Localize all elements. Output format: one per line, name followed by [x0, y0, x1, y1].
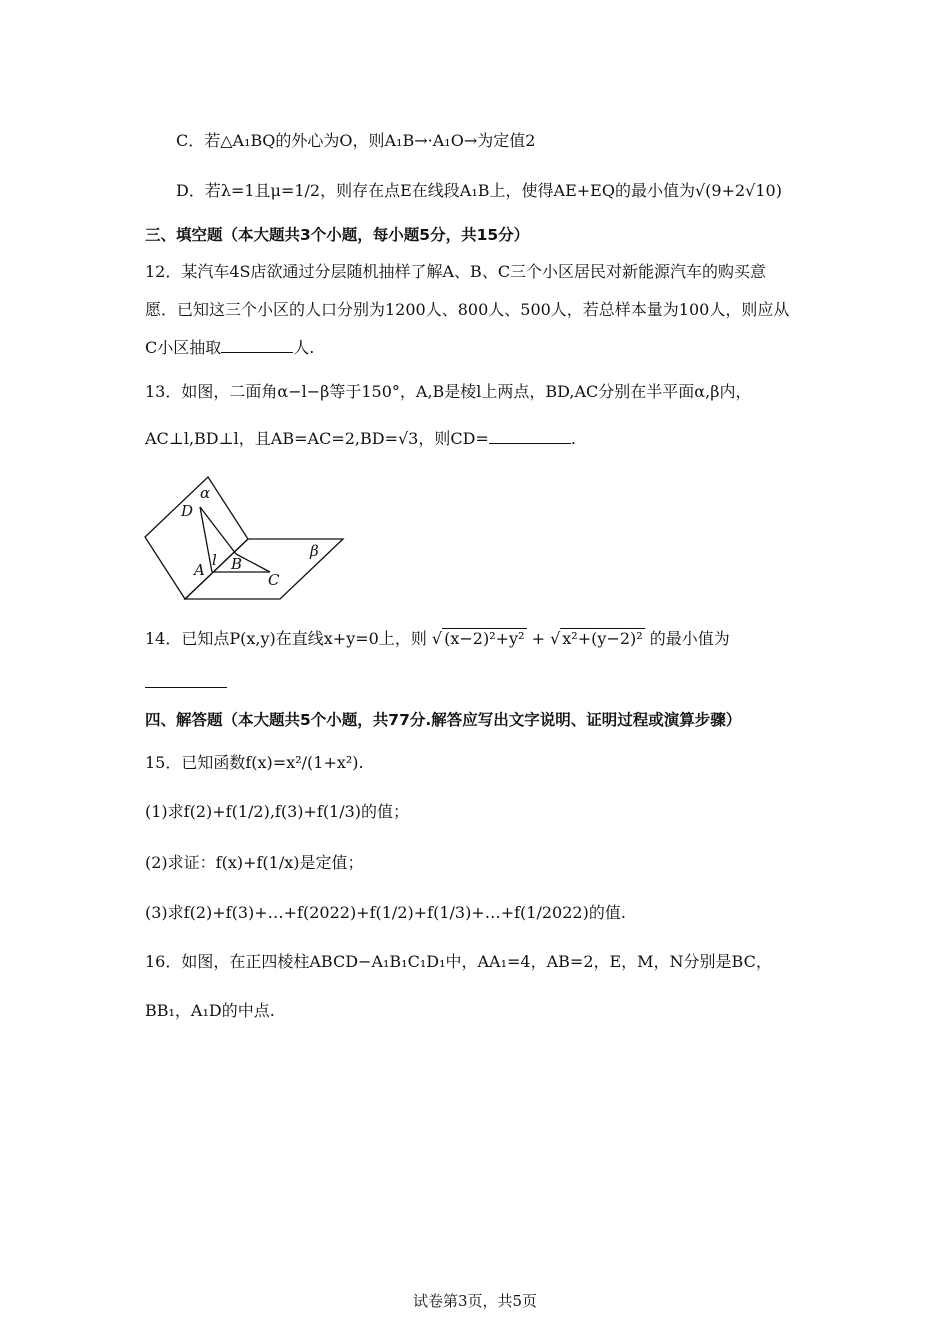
q12-line3-end: 人.: [293, 338, 315, 357]
page-footer: 试卷第3页，共5页: [412, 1292, 538, 1310]
q13-line2-end: .: [570, 429, 576, 448]
q14-answer-blank[interactable]: [145, 687, 227, 688]
plane-alpha: [145, 477, 248, 599]
q14-text-pre: 14．已知点P(x,y)在直线x+y=0上，则: [145, 629, 427, 648]
q14-expression: √ (x−2)²+y² + √ x²+(y−2)²: [431, 629, 643, 648]
q16-line2: BB₁，A₁D的中点.: [145, 1001, 275, 1020]
label-l: l: [212, 551, 217, 569]
q14-line1: [145, 628, 730, 650]
label-c: C: [268, 571, 280, 589]
q13-line1: 13．如图，二面角α−l−β等于150°，A,B是棱l上两点，BD,AC分别在半平面α,β内，: [145, 382, 752, 401]
label-beta: β: [310, 542, 319, 560]
option-d: D．若λ=1且μ=1/2，则存在点E在线段A₁B上，使得AE+EQ的最小值为√(9+2√10): [176, 181, 782, 200]
q13-line2: [145, 428, 576, 450]
q16-line1: 16．如图，在正四棱柱ABCD−A₁B₁C₁D₁中，AA₁=4，AB=2，E，M，N分别是BC，: [145, 952, 772, 971]
segment-bd: [200, 507, 236, 554]
q12-line2: 愿．已知这三个小区的人口分别为1200人、800人、500人，若总样本量为100人，则应从: [145, 300, 790, 319]
q14-blank-line: [145, 672, 227, 694]
q12-answer-blank[interactable]: [221, 352, 293, 353]
section-fill-heading: 三、填空题（本大题共3个小题，每小题5分，共15分）: [145, 226, 530, 244]
q12-line3: [145, 337, 314, 359]
label-a: A: [194, 561, 205, 579]
section-solve-heading: 四、解答题（本大题共5个小题，共77分.解答应写出文字说明、证明过程或演算步骤）: [145, 711, 742, 729]
label-d: D: [181, 502, 194, 520]
q15-part2: (2)求证：f(x)+f(1/x)是定值；: [145, 853, 364, 872]
q14-text-post: 的最小值为: [649, 629, 730, 648]
q12-line3-text: C小区抽取: [145, 338, 222, 357]
label-alpha: α: [200, 484, 211, 502]
q13-answer-blank[interactable]: [489, 443, 571, 444]
label-b: B: [231, 555, 243, 573]
dihedral-angle-figure: [140, 472, 355, 607]
q12-line1: 12．某汽车4S店欲通过分层随机抽样了解A、B、C三个小区居民对新能源汽车的购买意: [145, 262, 767, 281]
q15-part1: (1)求f(2)+f(1/2),f(3)+f(1/3)的值；: [145, 802, 410, 821]
option-c: C．若△A₁BQ的外心为O，则A₁B→·A₁O→为定值2: [176, 131, 536, 150]
q15-part3: (3)求f(2)+f(3)+…+f(2022)+f(1/2)+f(1/3)+…+f(1/2022)的值.: [145, 903, 626, 922]
q15-stem: 15．已知函数f(x)=x²/(1+x²).: [145, 753, 364, 772]
q13-line2-text: AC⊥l,BD⊥l，且AB=AC=2,BD=√3，则CD=: [145, 429, 489, 448]
